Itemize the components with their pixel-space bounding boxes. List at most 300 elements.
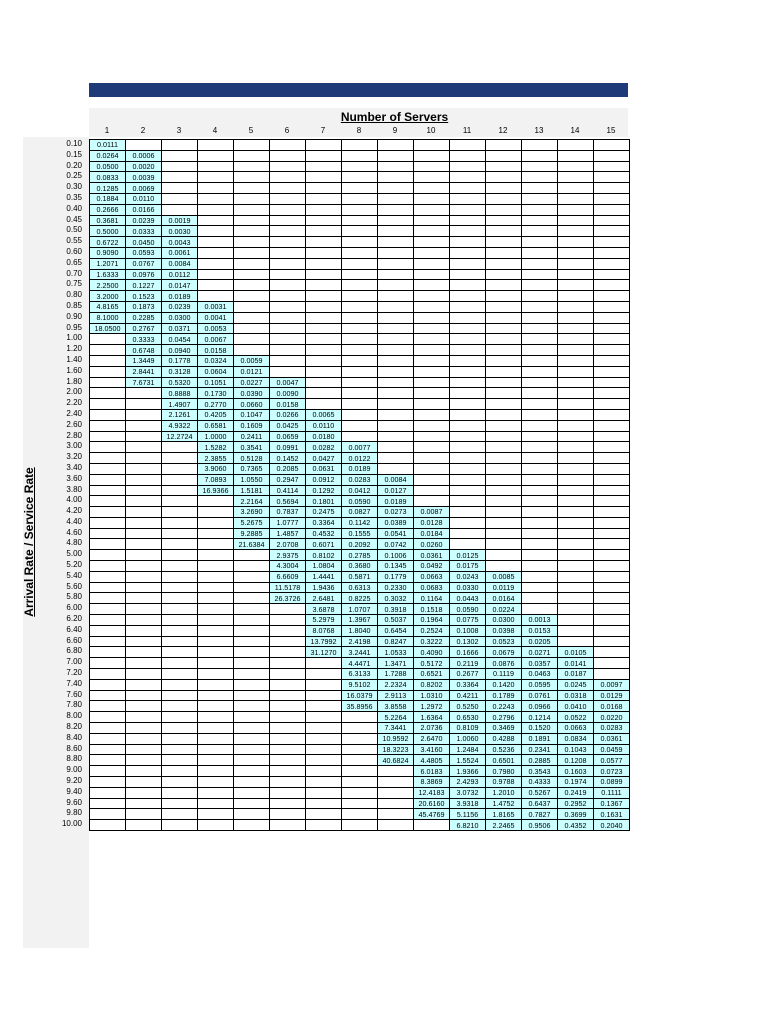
empty-cell: [378, 172, 414, 183]
empty-cell: [162, 669, 198, 680]
empty-cell: [342, 420, 378, 431]
empty-cell: [162, 474, 198, 485]
empty-cell: [234, 701, 270, 712]
value-cell: 0.0128: [414, 517, 450, 528]
row-label: 7.20: [66, 668, 82, 678]
empty-cell: [270, 777, 306, 788]
value-cell: 8.0768: [306, 625, 342, 636]
empty-cell: [306, 247, 342, 258]
empty-cell: [306, 258, 342, 269]
value-cell: 9.2885: [234, 528, 270, 539]
value-cell: 0.3918: [378, 604, 414, 615]
value-cell: 16.0379: [342, 690, 378, 701]
table-row: [90, 399, 630, 410]
empty-cell: [270, 215, 306, 226]
empty-cell: [558, 269, 594, 280]
empty-cell: [594, 582, 630, 593]
empty-cell: [558, 150, 594, 161]
row-label: 0.90: [66, 311, 82, 321]
column-header: 14: [570, 126, 580, 135]
value-cell: 0.0593: [126, 247, 162, 258]
value-cell: 0.2040: [594, 820, 630, 831]
value-cell: 0.0663: [558, 723, 594, 734]
value-cell: 0.3469: [486, 723, 522, 734]
value-cell: 5.2675: [234, 517, 270, 528]
value-cell: 0.1420: [486, 679, 522, 690]
empty-cell: [522, 388, 558, 399]
empty-cell: [558, 431, 594, 442]
empty-cell: [378, 355, 414, 366]
value-cell: 0.1119: [486, 669, 522, 680]
empty-cell: [342, 334, 378, 345]
row-label: 5.60: [66, 581, 82, 591]
empty-cell: [234, 561, 270, 572]
empty-cell: [234, 193, 270, 204]
value-cell: 0.0119: [486, 582, 522, 593]
table-row: [90, 669, 630, 680]
empty-cell: [378, 150, 414, 161]
empty-cell: [558, 172, 594, 183]
empty-cell: [522, 215, 558, 226]
value-cell: 0.0361: [594, 733, 630, 744]
value-cell: 1.8165: [486, 809, 522, 820]
empty-cell: [414, 312, 450, 323]
empty-cell: [234, 636, 270, 647]
value-cell: 0.0039: [126, 172, 162, 183]
value-cell: 0.0357: [522, 658, 558, 669]
empty-cell: [378, 809, 414, 820]
empty-cell: [558, 604, 594, 615]
value-cell: 0.1047: [234, 409, 270, 420]
value-cell: 9.5102: [342, 679, 378, 690]
empty-cell: [594, 345, 630, 356]
value-cell: 0.0271: [522, 647, 558, 658]
empty-cell: [450, 431, 486, 442]
empty-cell: [486, 150, 522, 161]
empty-cell: [234, 755, 270, 766]
empty-cell: [558, 161, 594, 172]
empty-cell: [522, 507, 558, 518]
empty-cell: [126, 550, 162, 561]
value-cell: 0.0065: [306, 409, 342, 420]
empty-cell: [594, 453, 630, 464]
value-cell: 0.0187: [558, 669, 594, 680]
empty-cell: [126, 431, 162, 442]
empty-cell: [450, 226, 486, 237]
empty-cell: [486, 453, 522, 464]
empty-cell: [306, 269, 342, 280]
value-cell: 0.9090: [90, 247, 126, 258]
empty-cell: [90, 593, 126, 604]
column-header: 12: [498, 126, 508, 135]
empty-cell: [126, 744, 162, 755]
empty-cell: [414, 474, 450, 485]
empty-cell: [522, 140, 558, 151]
column-header: 6: [284, 126, 290, 135]
value-cell: 0.7980: [486, 766, 522, 777]
empty-cell: [198, 636, 234, 647]
empty-cell: [90, 604, 126, 615]
column-headers: [89, 126, 629, 135]
value-cell: 6.8210: [450, 820, 486, 831]
value-cell: 0.9788: [486, 777, 522, 788]
empty-cell: [162, 723, 198, 734]
table-row: [90, 636, 630, 647]
value-cell: 0.4532: [306, 528, 342, 539]
empty-cell: [306, 312, 342, 323]
table-row: [90, 269, 630, 280]
empty-cell: [594, 528, 630, 539]
value-cell: 0.0492: [414, 561, 450, 572]
empty-cell: [270, 658, 306, 669]
empty-cell: [342, 798, 378, 809]
empty-cell: [126, 669, 162, 680]
empty-cell: [126, 766, 162, 777]
empty-cell: [126, 809, 162, 820]
empty-cell: [90, 669, 126, 680]
empty-cell: [234, 625, 270, 636]
value-cell: 0.2411: [234, 431, 270, 442]
empty-cell: [306, 345, 342, 356]
row-label: 9.60: [66, 797, 82, 807]
value-cell: 0.5172: [414, 658, 450, 669]
empty-cell: [522, 409, 558, 420]
empty-cell: [90, 571, 126, 582]
empty-cell: [162, 733, 198, 744]
empty-cell: [522, 204, 558, 215]
empty-cell: [522, 193, 558, 204]
empty-cell: [486, 345, 522, 356]
value-cell: 1.5181: [234, 485, 270, 496]
table-row: [90, 172, 630, 183]
empty-cell: [162, 453, 198, 464]
empty-cell: [450, 247, 486, 258]
value-cell: 0.0595: [522, 679, 558, 690]
empty-cell: [522, 291, 558, 302]
empty-cell: [594, 442, 630, 453]
empty-cell: [234, 712, 270, 723]
empty-cell: [162, 550, 198, 561]
value-cell: 0.0189: [342, 463, 378, 474]
row-label: 8.60: [66, 743, 82, 753]
empty-cell: [270, 312, 306, 323]
value-cell: 3.2441: [342, 647, 378, 658]
value-cell: 0.3222: [414, 636, 450, 647]
empty-cell: [414, 258, 450, 269]
value-cell: 0.0330: [450, 582, 486, 593]
empty-cell: [486, 366, 522, 377]
value-cell: 0.0631: [306, 463, 342, 474]
empty-cell: [162, 593, 198, 604]
row-label: 1.20: [66, 344, 82, 354]
empty-cell: [342, 323, 378, 334]
value-cell: 0.3364: [450, 679, 486, 690]
empty-cell: [594, 463, 630, 474]
empty-cell: [306, 280, 342, 291]
empty-cell: [450, 312, 486, 323]
empty-cell: [522, 604, 558, 615]
value-cell: 2.2465: [486, 820, 522, 831]
empty-cell: [558, 366, 594, 377]
empty-cell: [90, 496, 126, 507]
row-label: 6.80: [66, 646, 82, 656]
row-label: 0.15: [66, 149, 82, 159]
empty-cell: [486, 517, 522, 528]
empty-cell: [414, 172, 450, 183]
empty-cell: [594, 226, 630, 237]
empty-cell: [198, 701, 234, 712]
empty-cell: [126, 679, 162, 690]
empty-cell: [306, 733, 342, 744]
row-label: 0.50: [66, 225, 82, 235]
value-cell: 0.2666: [90, 204, 126, 215]
empty-cell: [162, 528, 198, 539]
empty-cell: [378, 399, 414, 410]
empty-cell: [90, 615, 126, 626]
empty-cell: [162, 658, 198, 669]
empty-cell: [594, 388, 630, 399]
empty-cell: [126, 442, 162, 453]
empty-cell: [198, 226, 234, 237]
empty-cell: [270, 247, 306, 258]
table-row: [90, 345, 630, 356]
empty-cell: [594, 150, 630, 161]
value-cell: 0.0180: [306, 431, 342, 442]
empty-cell: [450, 388, 486, 399]
value-cell: 4.4805: [414, 755, 450, 766]
empty-cell: [414, 269, 450, 280]
value-cell: 0.0112: [162, 269, 198, 280]
value-cell: 18.0500: [90, 323, 126, 334]
empty-cell: [162, 787, 198, 798]
row-label: 3.80: [66, 484, 82, 494]
empty-cell: [90, 388, 126, 399]
empty-cell: [594, 636, 630, 647]
empty-cell: [90, 431, 126, 442]
empty-cell: [594, 377, 630, 388]
value-cell: 0.8202: [414, 679, 450, 690]
empty-cell: [594, 193, 630, 204]
empty-cell: [414, 291, 450, 302]
table-row: [90, 204, 630, 215]
value-cell: 0.0761: [522, 690, 558, 701]
value-cell: 0.2947: [270, 474, 306, 485]
row-label: 7.00: [66, 657, 82, 667]
value-cell: 0.2092: [342, 539, 378, 550]
column-header: 3: [176, 126, 182, 135]
empty-cell: [414, 366, 450, 377]
table-row: [90, 647, 630, 658]
empty-cell: [594, 669, 630, 680]
table-row: [90, 658, 630, 669]
empty-cell: [342, 712, 378, 723]
empty-cell: [486, 507, 522, 518]
empty-cell: [90, 647, 126, 658]
value-cell: 0.0767: [126, 258, 162, 269]
value-cell: 0.0412: [342, 485, 378, 496]
value-cell: 1.6364: [414, 712, 450, 723]
row-label: 3.00: [66, 441, 82, 451]
empty-cell: [378, 453, 414, 464]
empty-cell: [306, 323, 342, 334]
empty-cell: [522, 485, 558, 496]
empty-cell: [414, 399, 450, 410]
empty-cell: [486, 528, 522, 539]
empty-cell: [522, 582, 558, 593]
empty-cell: [378, 420, 414, 431]
empty-cell: [342, 183, 378, 194]
value-cell: 0.1974: [558, 777, 594, 788]
empty-cell: [450, 140, 486, 151]
empty-cell: [126, 420, 162, 431]
empty-cell: [306, 237, 342, 248]
value-cell: 0.2677: [450, 669, 486, 680]
value-cell: 0.0084: [378, 474, 414, 485]
empty-cell: [306, 301, 342, 312]
empty-cell: [486, 485, 522, 496]
value-cell: 0.1208: [558, 755, 594, 766]
empty-cell: [450, 193, 486, 204]
value-cell: 0.1520: [522, 723, 558, 734]
empty-cell: [126, 453, 162, 464]
empty-cell: [306, 798, 342, 809]
empty-cell: [126, 539, 162, 550]
empty-cell: [594, 301, 630, 312]
empty-cell: [234, 733, 270, 744]
value-cell: 0.0031: [198, 301, 234, 312]
value-cell: 0.1523: [126, 291, 162, 302]
empty-cell: [594, 615, 630, 626]
empty-cell: [378, 766, 414, 777]
empty-cell: [162, 507, 198, 518]
empty-cell: [90, 420, 126, 431]
empty-cell: [90, 377, 126, 388]
empty-cell: [486, 247, 522, 258]
row-label: 0.70: [66, 268, 82, 278]
empty-cell: [234, 312, 270, 323]
value-cell: 0.0523: [486, 636, 522, 647]
empty-cell: [126, 474, 162, 485]
empty-cell: [306, 690, 342, 701]
value-cell: 6.0183: [414, 766, 450, 777]
value-cell: 0.0899: [594, 777, 630, 788]
empty-cell: [306, 658, 342, 669]
value-cell: 10.9592: [378, 733, 414, 744]
empty-cell: [558, 399, 594, 410]
empty-cell: [450, 517, 486, 528]
empty-cell: [306, 723, 342, 734]
empty-cell: [558, 388, 594, 399]
table-row: [90, 809, 630, 820]
empty-cell: [558, 226, 594, 237]
value-cell: 1.5524: [450, 755, 486, 766]
empty-cell: [522, 453, 558, 464]
empty-cell: [342, 215, 378, 226]
empty-cell: [594, 399, 630, 410]
value-cell: 0.6071: [306, 539, 342, 550]
table-row: [90, 485, 630, 496]
empty-cell: [90, 701, 126, 712]
empty-cell: [522, 323, 558, 334]
value-cell: 0.0175: [450, 561, 486, 572]
empty-cell: [594, 323, 630, 334]
value-cell: 0.8225: [342, 593, 378, 604]
empty-cell: [270, 625, 306, 636]
empty-cell: [594, 625, 630, 636]
empty-cell: [414, 183, 450, 194]
empty-cell: [342, 161, 378, 172]
value-cell: 0.0069: [126, 183, 162, 194]
empty-cell: [522, 345, 558, 356]
empty-cell: [486, 420, 522, 431]
empty-cell: [198, 247, 234, 258]
empty-cell: [558, 485, 594, 496]
empty-cell: [306, 193, 342, 204]
value-cell: 0.0425: [270, 420, 306, 431]
empty-cell: [594, 485, 630, 496]
empty-cell: [270, 161, 306, 172]
value-cell: 1.0060: [450, 733, 486, 744]
empty-cell: [162, 744, 198, 755]
empty-cell: [450, 420, 486, 431]
table-row: [90, 388, 630, 399]
table-row: [90, 582, 630, 593]
row-label: 1.80: [66, 376, 82, 386]
empty-cell: [414, 140, 450, 151]
empty-cell: [90, 755, 126, 766]
value-cell: 0.0239: [126, 215, 162, 226]
empty-cell: [594, 291, 630, 302]
empty-cell: [162, 582, 198, 593]
empty-cell: [90, 809, 126, 820]
empty-cell: [486, 301, 522, 312]
value-cell: 13.7992: [306, 636, 342, 647]
value-cell: 0.2885: [522, 755, 558, 766]
empty-cell: [558, 442, 594, 453]
table-row: [90, 820, 630, 831]
empty-cell: [558, 345, 594, 356]
value-cell: 0.0245: [558, 679, 594, 690]
empty-cell: [594, 571, 630, 582]
empty-cell: [90, 690, 126, 701]
empty-cell: [558, 204, 594, 215]
empty-cell: [342, 269, 378, 280]
empty-cell: [594, 517, 630, 528]
empty-cell: [306, 226, 342, 237]
empty-cell: [126, 571, 162, 582]
empty-cell: [126, 625, 162, 636]
empty-cell: [234, 604, 270, 615]
value-cell: 0.0013: [522, 615, 558, 626]
value-cell: 0.1603: [558, 766, 594, 777]
value-cell: 0.6437: [522, 798, 558, 809]
table-row: [90, 409, 630, 420]
value-cell: 0.0122: [342, 453, 378, 464]
value-cell: 0.6581: [198, 420, 234, 431]
empty-cell: [594, 561, 630, 572]
empty-cell: [378, 345, 414, 356]
value-cell: 4.4471: [342, 658, 378, 669]
value-cell: 12.2724: [162, 431, 198, 442]
value-cell: 0.3541: [234, 442, 270, 453]
value-cell: 4.8165: [90, 301, 126, 312]
empty-cell: [342, 809, 378, 820]
empty-cell: [414, 496, 450, 507]
empty-cell: [414, 280, 450, 291]
value-cell: 0.6521: [414, 669, 450, 680]
value-cell: 0.1142: [342, 517, 378, 528]
empty-cell: [198, 204, 234, 215]
